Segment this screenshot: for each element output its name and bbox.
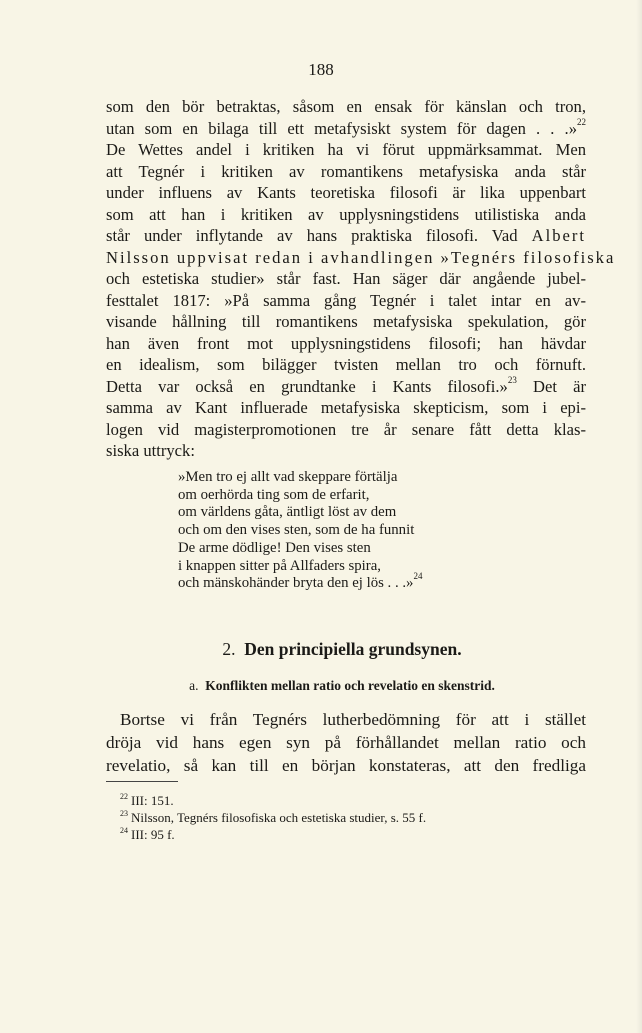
text-line: samma av Kant influerade metafysiska skepticism, som i epi- <box>106 398 586 417</box>
text-line: utan som en bilaga till ett metafysiskt system för dagen . . .»$^{22}$ <box>106 116 586 138</box>
text-line: festtalet 1817: »På samma gång Tegnér i talet intar en av- <box>106 290 586 310</box>
section-title: Den principiella grundsynen. <box>244 639 462 659</box>
text-line: Bortse vi från Tegnérs lutherbedömning för att i stället <box>120 710 586 729</box>
subsection-title: Konflikten mellan ratio och revelatio en skenstrid. <box>205 678 495 693</box>
subsection-letter: a. <box>189 678 199 693</box>
page-number: 188 <box>308 60 334 79</box>
text-line: som att han i kritiken av upplysningstidens utilistiska anda <box>106 204 586 224</box>
text-line: står under inflytande av hans praktiska filosofi. Vad Albert <box>106 226 586 245</box>
page-edge-shadow <box>636 0 642 1033</box>
poem-line: De arme dödlige! Den vises sten <box>178 539 371 556</box>
text-line: som den bör betraktas, såsom en ensak för känslan och tron, <box>106 97 586 116</box>
poem-line: och mänskohänder bryta den ej lös . . .»$^{24}$ <box>178 571 423 592</box>
section-number: 2. <box>222 639 236 659</box>
poem-line: om världens gåta, äntligt löst av dem <box>178 504 397 521</box>
text-line: revelatio, så kan till en början konstateras, att den fredliga <box>106 756 586 775</box>
paragraph-main <box>106 96 616 462</box>
footnotes <box>120 792 426 843</box>
text-line: en idealism, som bilägger tvisten mellan tro och förnuft. <box>106 355 586 374</box>
text-line: visande hållning till romantikens metafysiska spekulation, gör <box>106 312 586 331</box>
footnote-23: $^{23}$ Nilsson, Tegnérs filosofiska och estetiska studier, s. 55 f. <box>120 808 427 825</box>
text-line: dröja vid hans egen syn på förhållandet mellan ratio och <box>106 733 586 752</box>
text-line: och estetiska studier» står fast. Han säger där angående jubel- <box>106 269 586 288</box>
text-line: siska uttryck: <box>106 441 195 460</box>
poem-line: om oerhörda ting som de erfarit, <box>178 486 370 503</box>
paragraph-second <box>106 708 586 777</box>
poem-line: och om den vises sten, som de ha funnit <box>178 522 415 539</box>
footnote-ref-22[interactable]: 22 <box>577 116 586 127</box>
section-heading <box>0 639 642 660</box>
text-line: han även front mot upplysningstidens filosofi; han hävdar <box>106 333 586 353</box>
poem-line: i knappen sitter på Allfaders spira, <box>178 557 381 574</box>
text-line: De Wettes andel i kritiken ha vi förut uppmärksammat. Men <box>106 140 586 159</box>
poem-quote <box>178 469 422 593</box>
text-line: Detta var också en grundtanke i Kants filosofi.»$^{23}$ Det är <box>106 374 586 396</box>
text-line: logen vid magisterpromotionen tre år senare fått detta klas- <box>106 419 586 439</box>
footnote-ref-24[interactable]: 24 <box>413 571 423 582</box>
footnote-divider <box>106 781 178 782</box>
text-line: att Tegnér i kritiken av romantikens metafysiska anda står <box>106 161 586 181</box>
footnote-24: $^{24}$ III: 95 f. <box>120 825 175 842</box>
footnote-22: $^{22}$ III: 151. <box>120 791 174 808</box>
poem-line: »Men tro ej allt vad skeppare förtälja <box>178 469 398 485</box>
text-line: Nilsson uppvisat redan i avhandlingen »Tegnérs filosofiska <box>106 247 616 267</box>
text-line: under influens av Kants teoretiska filosofi är lika uppenbart <box>106 183 586 202</box>
subsection-heading <box>0 678 642 694</box>
footnote-ref-23[interactable]: 23 <box>507 374 517 385</box>
author-name-spaced: Albert <box>531 226 586 245</box>
